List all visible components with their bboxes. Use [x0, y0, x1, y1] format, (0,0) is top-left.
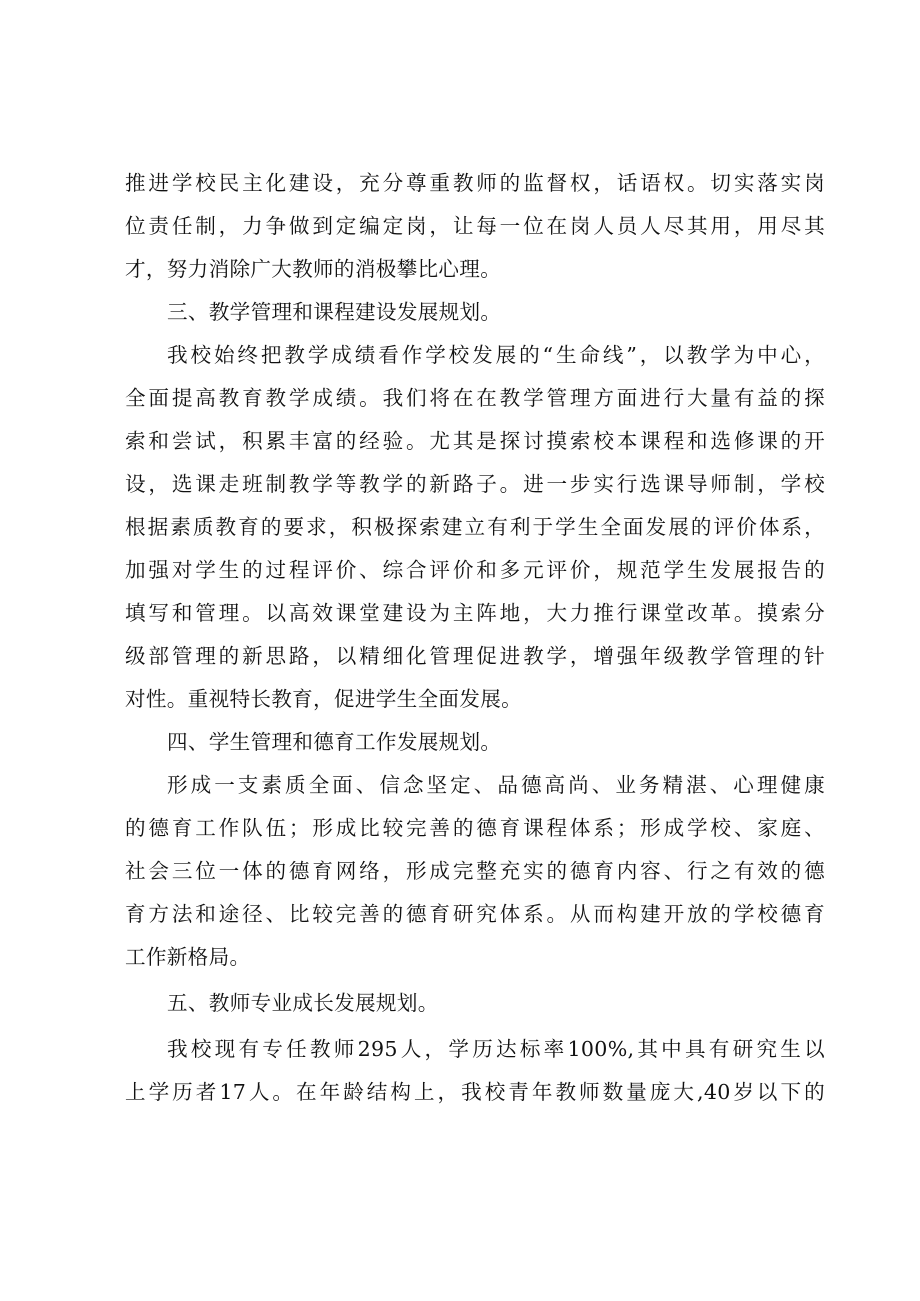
section-heading: 五、教师专业成长发展规划。: [167, 991, 439, 1015]
body-text-line: 设，选课走班制教学等教学的新路子。进一步实行选课导师制，学校: [125, 472, 825, 496]
body-text-line: 加强对学生的过程评价、综合评价和多元评价，规范学生发展报告的: [125, 558, 825, 582]
body-text-line: 形成一支素质全面、信念坚定、品德高尚、业务精湛、心理健康: [167, 773, 825, 797]
body-text-line: 推进学校民主化建设，充分尊重教师的监督权，话语权。切实落实岗: [125, 171, 825, 195]
body-text-line: 才，努力消除广大教师的消极攀比心理。: [125, 257, 502, 281]
body-text-line: 我校始终把教学成绩看作学校发展的“生命线”，以教学为中心，: [167, 343, 825, 367]
body-text-line: 我校现有专任教师295人，学历达标率100%,其中具有研究生以: [167, 1037, 825, 1061]
body-text-line: 对性。重视特长教育，促进学生全面发展。: [125, 687, 522, 711]
body-text-line: 工作新格局。: [125, 945, 251, 969]
body-text-line: 育方法和途径、比较完善的德育研究体系。从而构建开放的学校德育: [125, 902, 825, 926]
body-text-line: 级部管理的新思路，以精细化管理促进教学，增强年级教学管理的针: [125, 644, 825, 668]
body-text-line: 的德育工作队伍；形成比较完善的德育课程体系；形成学校、家庭、: [125, 816, 825, 840]
body-text-line: 位责任制，力争做到定编定岗，让每一位在岗人员人尽其用，用尽其: [125, 214, 825, 238]
body-text-line: 上学历者17人。在年龄结构上，我校青年教师数量庞大,40岁以下的: [125, 1080, 825, 1104]
body-text-line: 填写和管理。以高效课堂建设为主阵地，大力推行课堂改革。摸索分: [125, 601, 825, 625]
body-text-line: 索和尝试，积累丰富的经验。尤其是探讨摸索校本课程和选修课的开: [125, 429, 825, 453]
body-text-line: 根据素质教育的要求，积极探索建立有利于学生全面发展的评价体系，: [125, 515, 825, 539]
section-heading: 四、学生管理和德育工作发展规划。: [167, 730, 502, 754]
body-text-line: 社会三位一体的德育网络，形成完整充实的德育内容、行之有效的德: [125, 859, 825, 883]
section-heading: 三、教学管理和课程建设发展规划。: [167, 300, 502, 324]
body-text-line: 全面提高教育教学成绩。我们将在在教学管理方面进行大量有益的探: [125, 386, 825, 410]
